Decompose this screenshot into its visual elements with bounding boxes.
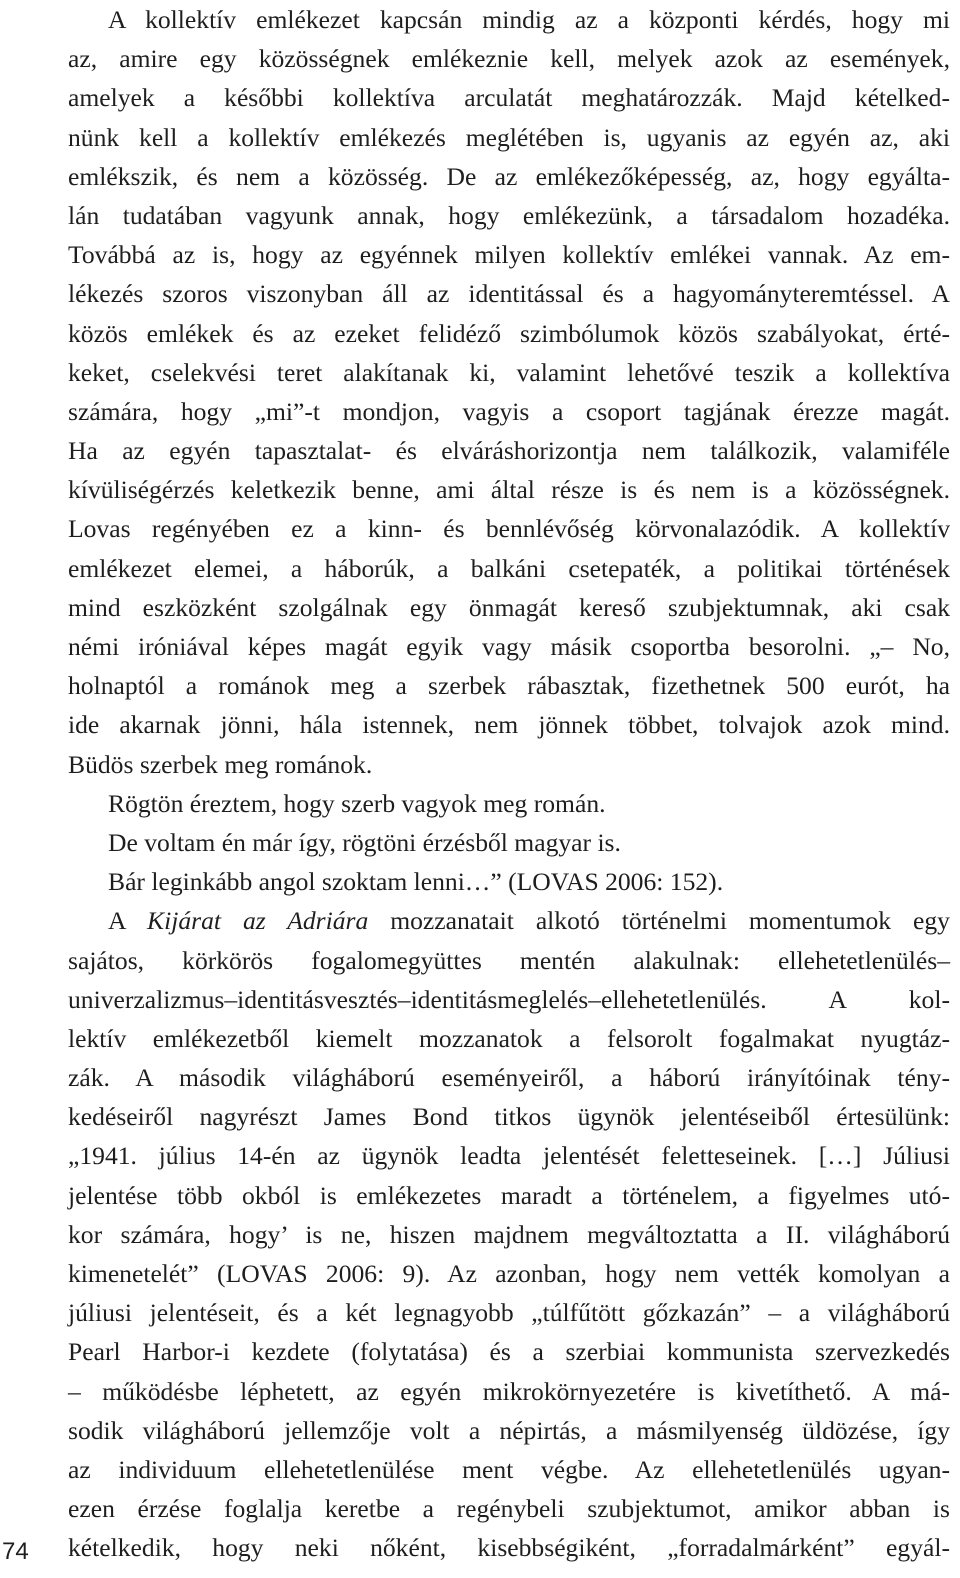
text-line: A kollektív emlékezet kapcsán mindig az a központi kérdés, hogy mi — [108, 5, 950, 34]
text-line: sajátos, körkörös fogalomegyüttes mentén alakulnak: ellehetetlenülés– — [68, 945, 950, 975]
text-line: kedéseiről nagyrészt James Bond titkos ügynök jelentéseiből értesülünk: — [68, 1102, 950, 1132]
text-line: zák. A második világháború eseményeiről, a háború irányítóinak tény- — [68, 1063, 950, 1093]
text-line: Ha az egyén tapasztalat- és elváráshorizontja nem találkozik, valamiféle — [68, 436, 950, 466]
text-line: kívüliségérzés keletkezik benne, ami által része is és nem is a közösségnek. — [68, 475, 950, 505]
text-line: „1941. július 14-én az ügynök leadta jelentését feletteseinek. […] Júliusi — [68, 1141, 950, 1171]
text-line: emlékszik, és nem a közösség. De az emlékezőképesség, az, hogy egyálta- — [68, 161, 950, 191]
text-line: kor számára, hogy’ is ne, hiszen majdnem megváltoztatta a II. világháború — [68, 1219, 950, 1249]
text-line: mind eszközként szolgálnak egy önmagát kereső szubjektumnak, aki csak — [68, 592, 950, 622]
text-line: számára, hogy „mi”-t mondjon, vagyis a csoport tagjának érezze magát. — [68, 396, 950, 426]
book-title: Kijárat az Adriára — [147, 906, 369, 936]
text-line: Rögtön éreztem, hogy szerb vagyok meg román. — [108, 788, 606, 818]
text-line: sodik világháború jellemzője volt a népirtás, a másmilyenség üldözése, így — [68, 1415, 950, 1445]
text-line: – működésbe léphetett, az egyén mikrokörnyezetére is kivetíthető. A má- — [68, 1376, 950, 1406]
text-line: Pearl Harbor-i kezdete (folytatása) és a szerbiai kommunista szervezkedés — [68, 1337, 950, 1367]
text-line: emlékezet elemei, a háborúk, a balkáni csetepaték, a politikai történések — [68, 553, 950, 583]
text-line: júliusi jelentéseit, és a két legnagyobb „túlfűtött gőzkazán” – a világháború — [68, 1298, 950, 1328]
text-line: holnaptól a románok meg a szerbek rábasztak, fizethetnek 500 eurót, ha — [68, 671, 950, 701]
text-line: az individuum ellehetetlenülése ment végbe. Az ellehetetlenülés ugyan- — [68, 1454, 950, 1484]
text-line: Büdös szerbek meg románok. — [68, 749, 373, 779]
text-line: lán tudatában vagyunk annak, hogy emlékezünk, a társadalom hozadéka. — [68, 200, 950, 230]
text-line: Lovas regényében ez a kinn- és bennlévőség körvonalazódik. A kollektív — [68, 514, 950, 544]
text-line: kételkedik, hogy neki nőként, kisebbségiként, „forradalmárként” egyál- — [68, 1533, 950, 1563]
text-line: az, amire egy közösségnek emlékeznie kell, melyek azok az események, — [68, 44, 950, 74]
text-line: közös emlékek és az ezeket felidéző szimbólumok közös szabályokat, érté- — [68, 318, 950, 348]
text-line: ide akarnak jönni, hála istennek, nem jönnek többet, tolvajok azok mind. — [68, 710, 950, 740]
text-line: keket, cselekvési teret alakítanak ki, valamint lehetővé teszik a kollektíva — [68, 357, 950, 387]
text-line: némi iróniával képes magát egyik vagy másik csoportba besorolni. „– No, — [68, 632, 950, 661]
text-line: De voltam én már így, rögtöni érzésből magyar is. — [108, 827, 621, 857]
text-line: jelentése több okból is emlékezetes maradt a történelem, a figyelmes utó- — [68, 1180, 950, 1210]
text-run: A — [108, 906, 148, 936]
text-line: Bár leginkább angol szoktam lenni…” (LOVAS 2006: 152). — [108, 867, 724, 897]
text-line: univerzalizmus–identitásvesztés–identitásmeglelés–ellehetetlenülés. A kol- — [68, 984, 950, 1014]
text-line: Továbbá az is, hogy az egyénnek milyen kollektív emlékei vannak. Az em- — [68, 240, 950, 270]
page-number: 74 — [2, 1538, 29, 1565]
text-line: lektív emlékezetből kiemelt mozzanatok a felsorolt fogalmakat nyugtáz- — [68, 1023, 950, 1053]
text-line: nünk kell a kollektív emlékezés meglétében is, ugyanis az egyén az, aki — [68, 122, 950, 152]
body-text — [68, 0, 950, 1568]
text-line: kimenetelét” (LOVAS 2006: 9). Az azonban, hogy nem vették komolyan a — [68, 1259, 950, 1288]
text-line — [68, 901, 950, 940]
text-run: mozzanatait alkotó történelmi momentumok egy — [368, 906, 950, 936]
text-line: ezen érzése foglalja keretbe a regénybeli szubjektumot, amikor abban is — [68, 1494, 950, 1524]
text-line: amelyek a későbbi kollektíva arculatát meghatározzák. Majd kételked- — [68, 83, 950, 113]
text-line: lékezés szoros viszonyban áll az identitással és a hagyományteremtéssel. A — [68, 279, 950, 309]
